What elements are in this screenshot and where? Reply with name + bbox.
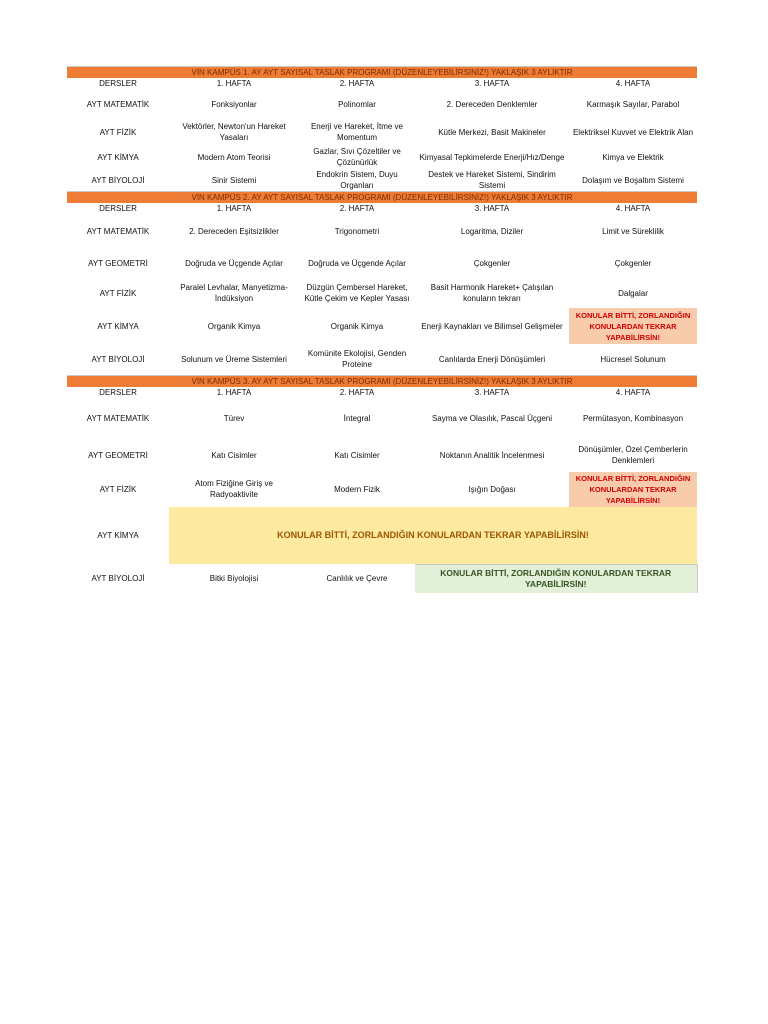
review-note-cell: KONULAR BİTTİ, ZORLANDIĞIN KONULARDAN TEKRAR YAPABİLİRSİN! (569, 472, 697, 507)
header-dersler: DERSLER (99, 387, 137, 397)
topic-cell: 2. Dereceden Eşitsizlikler (189, 226, 279, 236)
topic-cell: Kimyasal Tepkimelerde Enerji/Hız/Denge (419, 152, 565, 162)
table-row (67, 169, 697, 192)
subject-label: AYT FİZİK (99, 127, 137, 137)
program2-title: VİN KAMPÜS 2. AY AYT SAYISAL TASLAK PROGRAMI (DÜZENLEYEBİLİRSİNİZ!) YAKLAŞIK 3 AYLIKTIR (67, 192, 697, 204)
topic-cell: Katı Cisimler (334, 450, 380, 460)
topic-cell: Düzgün Çembersel Hareket, Kütle Çekim ve Kepler Yasası (304, 283, 410, 303)
subject-label: AYT FİZİK (99, 288, 137, 298)
topic-cell: Basit Harmonik Hareket+ Çalışılan konuların tekrarı (430, 283, 554, 303)
subject-label: AYT GEOMETRİ (88, 450, 148, 460)
header-dersler: DERSLER (99, 204, 137, 213)
topic-cell: İntegral (343, 413, 371, 423)
subject-label: AYT KİMYA (97, 531, 139, 540)
topic-cell: Komünite Ekolojisi, Genden Proteine (307, 349, 407, 370)
header-week-2: 2. HAFTA (339, 387, 375, 397)
table-row (67, 308, 697, 344)
program3-title-row (67, 375, 697, 387)
topic-cell: Organik Kimya (330, 321, 384, 331)
topic-cell: Sinir Sistemi (211, 175, 257, 185)
topic-cell: Permütasyon, Kombinasyon (582, 413, 684, 423)
subject-label: AYT MATEMATİK (86, 413, 150, 423)
table-row (67, 344, 697, 375)
subject-label: AYT BİYOLOJİ (91, 354, 145, 364)
program2-title-row (67, 192, 697, 204)
topic-cell: Limit ve Süreklilik (602, 226, 664, 236)
table-row (67, 145, 697, 169)
header-week-2: 2. HAFTA (339, 204, 375, 213)
header-week-1: 1. HAFTA (216, 204, 252, 213)
topic-cell: Vektörler, Newton'un Hareket Yasaları (182, 122, 286, 142)
topic-cell: Polinomlar (338, 99, 376, 109)
topic-cell: Katı Cisimler (211, 450, 257, 460)
header-week-2: 2. HAFTA (339, 79, 375, 88)
topic-cell: Atom Fiziğine Giriş ve Radyoaktivite (195, 479, 273, 499)
header-week-4: 4. HAFTA (615, 387, 651, 397)
topic-cell: Solunum ve Üreme Sistemleri (181, 354, 287, 364)
program1-header-row (67, 78, 697, 89)
topic-cell: Trigonometri (334, 226, 380, 236)
topic-cell: Canlılarda Enerji Dönüşümleri (438, 354, 546, 364)
header-week-4: 4. HAFTA (615, 204, 651, 213)
topic-cell: Organik Kimya (207, 321, 261, 331)
table-row (67, 472, 697, 507)
topic-cell: Karmaşık Sayılar, Parabol (586, 99, 680, 109)
subject-label: AYT GEOMETRİ (88, 258, 148, 268)
topic-cell: Bitki Biyolojisi (209, 574, 259, 583)
kimya-review-note: KONULAR BİTTİ, ZORLANDIĞIN KONULARDAN TEKRAR YAPABİLİRSİN! (169, 507, 697, 565)
header-week-3: 3. HAFTA (474, 79, 510, 88)
subject-label: AYT MATEMATİK (86, 99, 150, 109)
topic-cell: Modern Atom Teorisi (197, 152, 271, 162)
topic-cell: Çokgenler (614, 258, 652, 268)
topic-cell: Fonksiyonlar (211, 99, 257, 109)
topic-cell: Noktanın Analitik İncelenmesi (439, 450, 545, 460)
table-row (67, 248, 697, 278)
header-dersler: DERSLER (99, 79, 137, 88)
topic-cell: 2. Dereceden Denklemler (446, 99, 538, 109)
topic-cell: Canlılık ve Çevre (326, 574, 388, 583)
topic-cell: Elektriksel Kuvvet ve Elektrik Alan (572, 127, 694, 137)
table-row (67, 398, 697, 439)
topic-cell: Işığın Doğası (468, 484, 516, 494)
table-row (67, 119, 697, 145)
table-row (67, 89, 697, 119)
topic-cell: Sayma ve Olasılık, Pascal Üçgeni (431, 413, 553, 423)
topic-cell: Doğruda ve Üçgende Açılar (185, 258, 283, 268)
table-row (67, 214, 697, 248)
subject-label: AYT BİYOLOJİ (91, 175, 145, 185)
table-row (67, 565, 697, 593)
topic-cell: Paralel Levhalar, Manyetizma-İndüksiyon (180, 283, 288, 303)
topic-cell: Hücresel Solunum (600, 354, 666, 364)
topic-cell: Modern Fizik (334, 484, 380, 494)
header-week-3: 3. HAFTA (474, 204, 510, 213)
biyoloji-review-note: KONULAR BİTTİ, ZORLANDIĞIN KONULARDAN TEKRAR YAPABİLİRSİN! (415, 565, 697, 593)
program2-header-row (67, 203, 697, 214)
topic-cell: Enerji Kaynakları ve Bilimsel Gelişmeler (421, 321, 563, 331)
topic-cell: Enerji ve Hareket, İtme ve Momentum (310, 122, 404, 142)
header-week-3: 3. HAFTA (474, 387, 510, 397)
header-week-1: 1. HAFTA (216, 387, 252, 397)
subject-label: AYT BİYOLOJİ (91, 574, 145, 583)
topic-cell: Endokrin Sistem, Duyu Organları (316, 170, 398, 190)
program1-title-row (67, 67, 697, 79)
study-plan-sheet (67, 66, 697, 593)
topic-cell: Doğruda ve Üçgende Açılar (308, 258, 406, 268)
table-row (67, 439, 697, 472)
review-note-cell: KONULAR BİTTİ, ZORLANDIĞIN KONULARDAN TEKRAR YAPABİLİRSİN! (569, 308, 697, 344)
study-plan-table (67, 66, 698, 593)
header-week-4: 4. HAFTA (615, 79, 651, 88)
topic-cell: Gazlar, Sıvı Çözeltiler ve Çözünürlük (313, 147, 401, 167)
topic-cell: Türev (223, 413, 245, 423)
topic-cell: Dalgalar (618, 288, 648, 298)
program1-title: VİN KAMPÜS 1. AY AYT SAYISAL TASLAK PROGRAMI (DÜZENLEYEBİLİRSİNİZ!) YAKLAŞIK 3 AYLIKTIR (67, 67, 697, 79)
subject-label: AYT KİMYA (97, 152, 139, 162)
program3-header-row (67, 387, 697, 398)
table-row (67, 507, 697, 565)
topic-cell: Kütle Merkezi, Basit Makineler (438, 127, 546, 137)
program3-title: VİN KAMPÜS 3. AY AYT SAYISAL TASLAK PROGRAMI (DÜZENLEYEBİLİRSİNİZ!) YAKLAŞIK 3 AYLIKTIR (67, 375, 697, 387)
topic-cell: Dolaşım ve Boşaltım Sistemi (582, 175, 684, 185)
subject-label: AYT MATEMATİK (86, 226, 150, 236)
subject-label: AYT FİZİK (99, 484, 137, 494)
topic-cell: Dönüşümler, Özel Çemberlerin Denklemleri (578, 445, 688, 465)
topic-cell: Kimya ve Elektrik (602, 152, 664, 162)
subject-label: AYT KİMYA (97, 321, 139, 331)
header-week-1: 1. HAFTA (216, 79, 252, 88)
topic-cell: Logaritma, Diziler (460, 226, 524, 236)
table-row (67, 278, 697, 308)
topic-cell: Destek ve Hareket Sistemi, Sindirim Sistemi (428, 170, 556, 190)
topic-cell: Çokgenler (473, 258, 511, 268)
